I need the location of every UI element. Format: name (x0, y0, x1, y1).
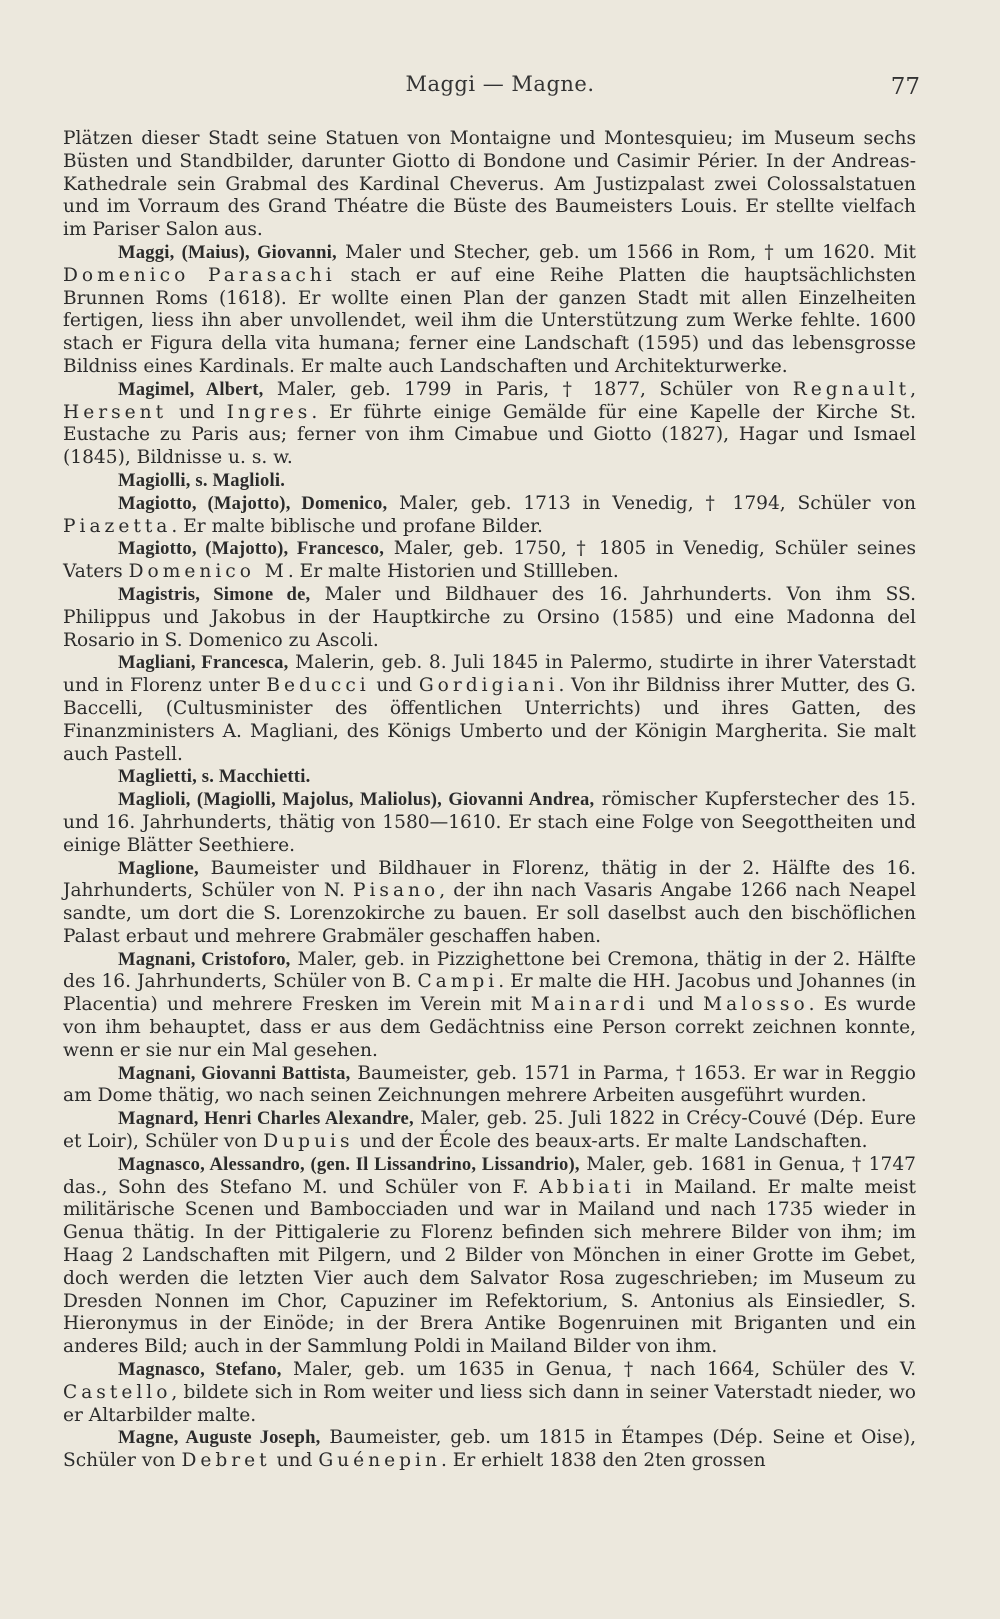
entry-headword: Maglietti, s. Macchietti. (118, 766, 311, 788)
entry-text: . Es wurde von ihm behauptet, dass er aus dem Gedächtniss eine Person correkt zeichnen konnte, wenn er sie nur ein Mal gesehen. (63, 994, 916, 1061)
dictionary-entry (63, 858, 916, 949)
spaced-artist-name: Castello (63, 1381, 172, 1403)
entry-headword: Maglioli, (Magiolli, Majolus, Maliolus), Giovanni Andrea, (118, 789, 595, 811)
entry-text: stach er auf eine Reihe Platten die hauptsächlichsten Brunnen Roms (1618). Er wollte einen Plan der ganzen Stadt mit allen Einzelheiten fertigen, liess ihn aber unvollendet, weil ihm die Unterstützung zum Werke fehlte. 1600 stach er Figura della vita humana; ferner eine Landschaft (1595) und das lebensgrosse Bildniss eines Kardinals. Er malte auch Landschaften und Architekturwerke. (63, 264, 916, 377)
spaced-artist-name: Domenico M (128, 561, 288, 583)
entry-text: Maler, geb. 25. Juli 1822 in Crécy-Couvé (Dép. Eure et Loir), Schüler von (63, 1108, 916, 1153)
spaced-artist-name: Ingres (226, 401, 312, 423)
dictionary-entry (63, 584, 916, 652)
entry-headword: Maggi, (Maius), Giovanni, (118, 241, 337, 263)
entry-headword: Magliani, Francesca, (118, 652, 289, 674)
spaced-artist-name: Domenico Parasachi (63, 264, 336, 286)
dictionary-entry (63, 1154, 916, 1359)
dictionary-entry (63, 1108, 916, 1154)
entry-text: , (910, 378, 917, 400)
spaced-artist-name: Regnault (792, 378, 911, 400)
entry-text: Maler, geb. um 1635 in Genua, † nach 1664, Schüler des V. (281, 1359, 917, 1381)
entry-text: Malerin, geb. 8. Juli 1845 in Palermo, studirte in ihrer Vaterstadt und in Florenz unter (63, 652, 917, 697)
dictionary-entry (63, 379, 916, 470)
running-title: Maggi — Magne. (405, 72, 595, 96)
entry-text: und der École des beaux-arts. Er malte Landschaften. (353, 1131, 868, 1153)
dictionary-entry (63, 128, 916, 242)
entry-text: Maler und Stecher, geb. um 1566 in Rom, † um 1620. Mit (336, 241, 916, 263)
entry-text: , der ihn nach Vasaris Angabe 1266 nach Neapel sandte, um dort die S. Lorenzokirche zu bauen. Er soll daselbst auch den bischöflichen Palast erbaut und mehrere Grabmäler geschaffen haben. (63, 880, 916, 947)
entry-headword: Maglione, (118, 857, 199, 879)
dictionary-entry (63, 789, 916, 857)
dictionary-entry (63, 470, 916, 493)
dictionary-entry (63, 493, 916, 539)
spaced-artist-name: Piazetta (63, 515, 172, 537)
spaced-artist-name: Campi (417, 971, 499, 993)
spaced-artist-name: Hersent (63, 401, 168, 423)
spaced-artist-name: Abbiati (539, 1176, 635, 1198)
page-number: 77 (890, 74, 920, 100)
entry-text: und (369, 675, 419, 697)
dictionary-entry (63, 949, 916, 1063)
spaced-artist-name: Beducci (266, 675, 370, 697)
entry-text: Baumeister und Bildhauer in Florenz, thätig in der 2. Hälfte des 16. Jahrhunderts, Schüler von N. (63, 857, 916, 902)
entry-headword: Magistris, Simone de, (118, 583, 311, 605)
entry-headword: Magiolli, s. Maglioli. (118, 469, 286, 491)
entry-text: Plätzen dieser Stadt seine Statuen von Montaigne und Montesquieu; im Museum sechs Büsten und Standbilder, darunter Giotto di Bondone und Casimir Périer. In der Andreas-Kathedrale sein Grabmal des Kardinal Cheverus. Am Justizpalast zwei Colossalstatuen und im Vorraum des Grand Théatre die Büste des Baumeisters Louis. Er stellte vielfach im Pariser Salon aus. (63, 128, 916, 241)
spaced-artist-name: Dupuis (263, 1131, 354, 1153)
dictionary-entry (63, 1427, 916, 1473)
entry-text: . Von ihr Bildniss ihrer Mutter, des G. Baccelli, (Cultusminister des öffentlichen Unterrichts) und ihres Gatten, des Finanzministers A. Magliani, des Königs Umberto und der Königin Margherita. Sie malt auch Pastell. (63, 675, 917, 765)
entry-text: . Er malte Historien und Stillleben. (287, 561, 619, 583)
entry-text: . Er malte biblische und profane Bilder. (171, 515, 543, 537)
entry-text: in Mailand. Er malte meist militärische Scenen und Bambocciaden und war in Mailand und nach 1735 wieder in Genua thätig. In der Pittigalerie zu Florenz befinden sich mehrere Bilder von ihm; im Haag 2 Landschaften mit Pilgern, und 2 Bilder von Mönchen in einer Grotte im Gebet, doch werden die letzten Vier auch dem Salvator Rosa zugeschrieben; im Museum zu Dresden Nonnen im Chor, Capuziner im Refektorium, S. Antonius als Einsiedler, S. Hieronymus in der Einöde; in der Brera Antike Bogenruinen mit Briganten und ein anderes Bild; auch in der Sammlung Poldi in Mailand Bilder von ihm. (63, 1176, 916, 1358)
entry-text: Maler, geb. 1750, † 1805 in Venedig, Schüler seines Vaters (63, 538, 916, 583)
entry-headword: Magne, Auguste Joseph, (118, 1427, 321, 1449)
entry-text: und (270, 1450, 319, 1472)
entry-text: römischer Kupferstecher des 15. und 16. Jahrhunderts, thätig von 1580—1610. Er stach eine Folge von Seegottheiten und einige Blätter Seethiere. (63, 789, 916, 856)
entry-headword: Magiotto, (Majotto), Domenico, (118, 492, 388, 514)
entry-headword: Magnasco, Alessandro, (gen. Il Lissandrino, Lissandrio), (118, 1153, 580, 1175)
entry-headword: Magiotto, (Majotto), Francesco, (118, 538, 385, 560)
entry-headword: Magnasco, Stefano, (118, 1359, 282, 1381)
spaced-artist-name: Guénepin (318, 1450, 441, 1472)
entry-text: Maler, geb. 1713 in Venedig, † 1794, Schüler von (387, 492, 916, 514)
dictionary-entry (63, 1359, 916, 1427)
entry-text: . Er erhielt 1838 den 2ten grossen (440, 1450, 766, 1472)
dictionary-entry (63, 766, 916, 789)
spaced-artist-name: Pisano (352, 880, 440, 902)
entry-text: Baumeister, geb. um 1815 in Étampes (Dép. Seine et Oise), Schüler von (63, 1427, 916, 1472)
dictionary-entry (63, 538, 916, 584)
entry-text: und (648, 994, 704, 1016)
dictionary-entry (63, 1063, 916, 1109)
entry-headword: Magimel, Albert, (118, 378, 264, 400)
entry-headword: Magnard, Henri Charles Alexandre, (118, 1108, 414, 1130)
entry-text: und (167, 401, 227, 423)
dictionary-entry (63, 242, 916, 379)
entry-headword: Magnani, Giovanni Battista, (118, 1062, 351, 1084)
spaced-artist-name: Debret (181, 1450, 271, 1472)
entry-headword: Magnani, Cristoforo, (118, 948, 291, 970)
entry-text: , bildete sich in Rom weiter und liess sich dann in seiner Vaterstadt nieder, wo er Altarbilder malte. (63, 1381, 916, 1426)
page-header (0, 68, 1000, 108)
dictionary-text-body (63, 128, 916, 1473)
dictionary-entry (63, 652, 916, 766)
entry-text: Baumeister, geb. 1571 in Parma, † 1653. Er war in Reggio am Dome thätig, wo nach seinen Zeichnungen mehrere Arbeiten ausgeführt wurden. (63, 1062, 916, 1107)
entry-text: Maler und Bildhauer des 16. Jahrhunderts. Von ihm SS. Philippus und Jakobus in der Hauptkirche zu Orsino (1585) und eine Madonna del Rosario in S. Domenico zu Ascoli. (63, 583, 916, 651)
entry-text: Maler, geb. in Pizzighettone bei Cremona, thätig in der 2. Hälfte des 16. Jahrhunderts, Schüler von B. (63, 948, 916, 993)
spaced-artist-name: Malosso (703, 994, 809, 1016)
spaced-artist-name: Mainardi (530, 994, 649, 1016)
entry-text: . Er führte einige Gemälde für eine Kapelle der Kirche St. Eustache zu Paris aus; ferner von ihm Cimabue und Giotto (1827), Hagar und Ismael (1845), Bildnisse u. s. w. (63, 401, 916, 469)
entry-text: . Er malte die HH. Jacobus und Johannes (in Placentia) und mehrere Fresken im Verein mit (63, 971, 917, 1016)
spaced-artist-name: Gordigiani (418, 675, 559, 697)
entry-text: Maler, geb. 1681 in Genua, † 1747 das., Sohn des Stefano M. und Schüler von F. (63, 1153, 916, 1198)
entry-text: Maler, geb. 1799 in Paris, † 1877, Schüler von (263, 378, 793, 400)
